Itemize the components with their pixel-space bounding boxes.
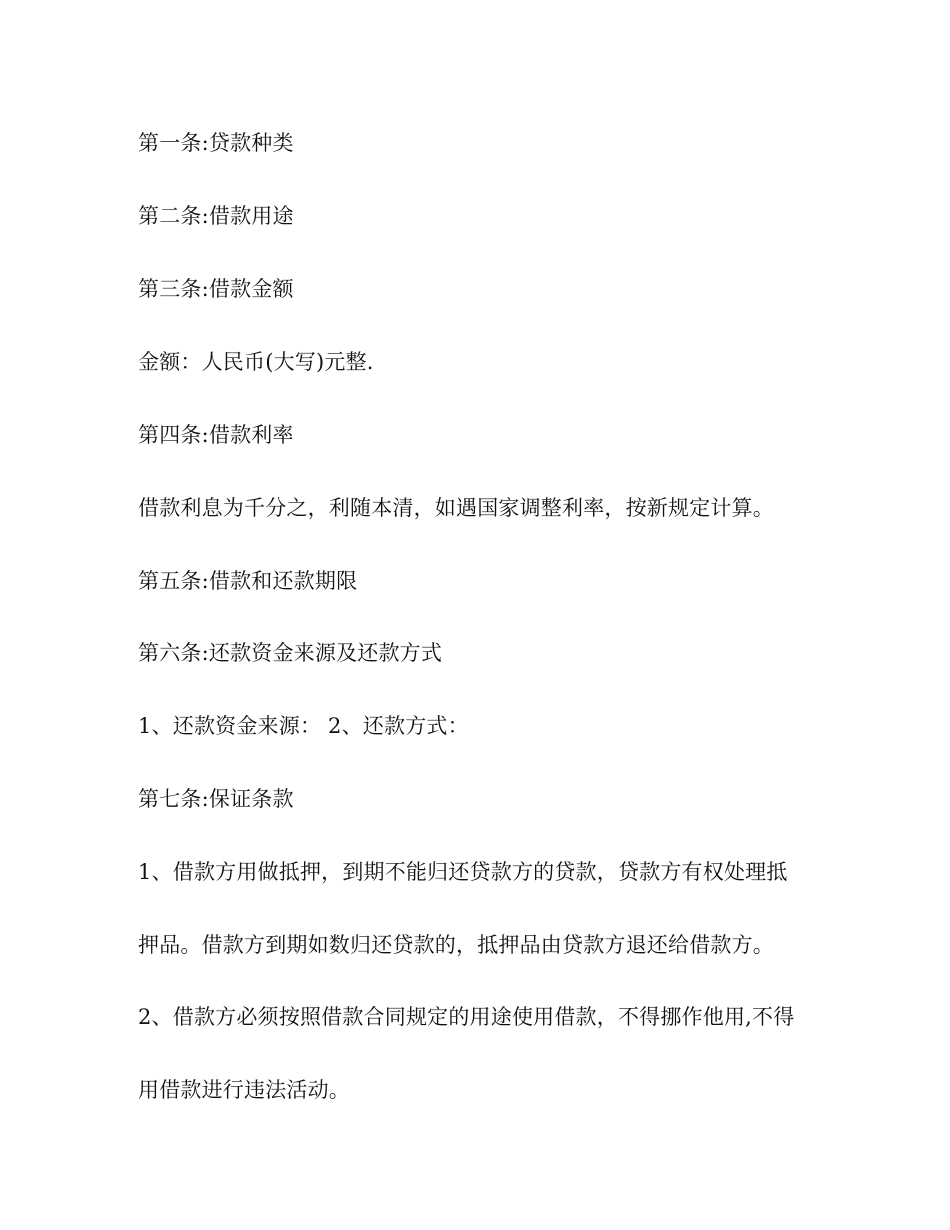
article-1-heading: 第一条:贷款种类 bbox=[138, 131, 294, 155]
guarantee-clause-1-line-1: 1、借款方用做抵押，到期不能归还贷款方的贷款，贷款方有权处理抵 bbox=[138, 860, 788, 884]
repayment-source-method-line: 1、还款资金来源： 2、还款方式： bbox=[138, 714, 469, 738]
article-6-heading: 第六条:还款资金来源及还款方式 bbox=[138, 641, 443, 665]
article-7-heading: 第七条:保证条款 bbox=[138, 787, 294, 811]
article-2-heading: 第二条:借款用途 bbox=[138, 204, 294, 228]
guarantee-clause-2-line-2: 用借款进行违法活动。 bbox=[138, 1078, 350, 1102]
article-5-heading: 第五条:借款和还款期限 bbox=[138, 569, 358, 593]
guarantee-clause-1-line-2: 押品。借款方到期如数归还贷款的，抵押品由贷款方退还给借款方。 bbox=[138, 933, 774, 957]
article-3-heading: 第三条:借款金额 bbox=[138, 277, 294, 301]
interest-rate-text: 借款利息为千分之，利随本清，如遇国家调整利率，按新规定计算。 bbox=[138, 496, 774, 520]
article-4-heading: 第四条:借款利率 bbox=[138, 423, 294, 447]
guarantee-clause-2-line-1: 2、借款方必须按照借款合同规定的用途使用借款，不得挪作他用,不得 bbox=[138, 1005, 795, 1029]
amount-line: 金额：人民币(大写)元整. bbox=[138, 350, 374, 374]
